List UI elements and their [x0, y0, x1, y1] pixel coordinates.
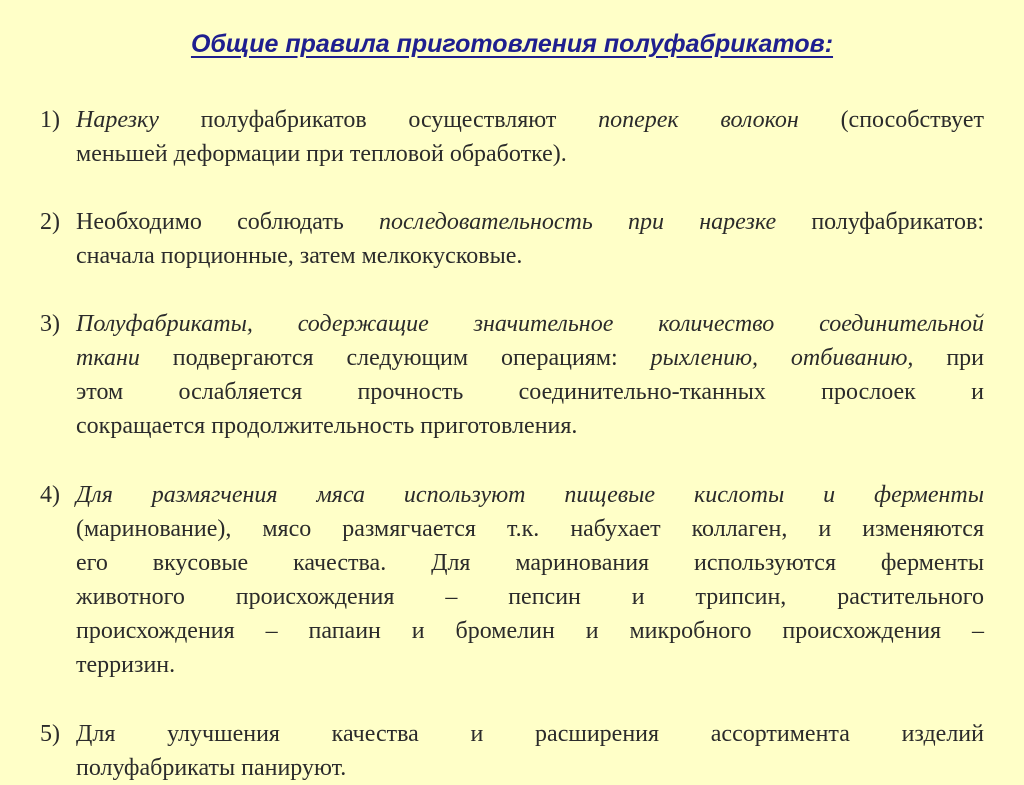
rule-line [40, 546, 984, 580]
emphasis-text: Полуфабрикаты, содержащие значительное количество соединительной [76, 311, 984, 337]
rule-line [40, 409, 984, 443]
body-text: подвергаются следующим операциям: [139, 345, 651, 371]
rule-line [40, 375, 984, 409]
emphasis-text: рыхлению, отбиванию, [650, 345, 914, 371]
rule-line [40, 478, 984, 512]
emphasis-text: Для размягчения мяса используют пищевые кислоты и ферменты [76, 482, 984, 508]
slide-title: Общие правила приготовления полуфабрикатов: [190, 30, 834, 58]
body-text: (способствует [798, 107, 984, 133]
body-text: терризин. [76, 652, 176, 678]
rule-line [40, 137, 984, 171]
body-text: сокращается продолжительность приготовления. [76, 413, 578, 439]
body-text: сначала порционные, затем мелкокусковые. [76, 243, 523, 269]
rule-line [40, 717, 984, 751]
rule-line [40, 239, 984, 273]
body-text: полуфабрикаты панируют. [76, 755, 347, 781]
body-text: полуфабрикатов осуществляют [158, 107, 599, 133]
body-text: меньшей деформации при тепловой обработке). [76, 141, 567, 167]
rule-line [40, 614, 984, 648]
body-text: животного происхождения – пепсин и трипсин, растительного [76, 584, 984, 610]
rule-number: 4) [40, 482, 60, 508]
emphasis-text: последовательность при нарезке [379, 209, 777, 235]
rule-item-5 [40, 717, 984, 785]
rule-item-2 [40, 205, 984, 273]
body-text: при [913, 345, 985, 371]
body-text: (маринование), мясо размягчается т.к. набухает коллаген, и изменяются [76, 516, 984, 542]
rule-item-1 [40, 103, 984, 171]
rule-line [40, 512, 984, 546]
body-text: Необходимо соблюдать [76, 209, 380, 235]
emphasis-text: поперек волокон [598, 107, 799, 133]
rule-item-3 [40, 307, 984, 443]
rule-line [40, 103, 984, 137]
rule-number: 1) [40, 107, 60, 133]
rule-item-4 [40, 478, 984, 682]
rule-line [40, 648, 984, 682]
rule-line [40, 341, 984, 375]
body-text: его вкусовые качества. Для маринования используются ферменты [76, 550, 984, 576]
rule-line [40, 580, 984, 614]
body-text: Для улучшения качества и расширения ассортимента изделий [76, 721, 984, 747]
emphasis-text: Нарезку [76, 107, 159, 133]
emphasis-text: ткани [76, 345, 140, 371]
body-text: происхождения – папаин и бромелин и микробного происхождения – [76, 618, 984, 644]
body-text: полуфабрикатов: [776, 209, 985, 235]
rule-line [40, 307, 984, 341]
body-text: этом ослабляется прочность соединительно-тканных прослоек и [76, 379, 984, 405]
rule-line [40, 751, 984, 785]
rule-number: 3) [40, 311, 60, 337]
rule-number: 5) [40, 721, 60, 747]
rule-number: 2) [40, 209, 60, 235]
rule-line [40, 205, 984, 239]
